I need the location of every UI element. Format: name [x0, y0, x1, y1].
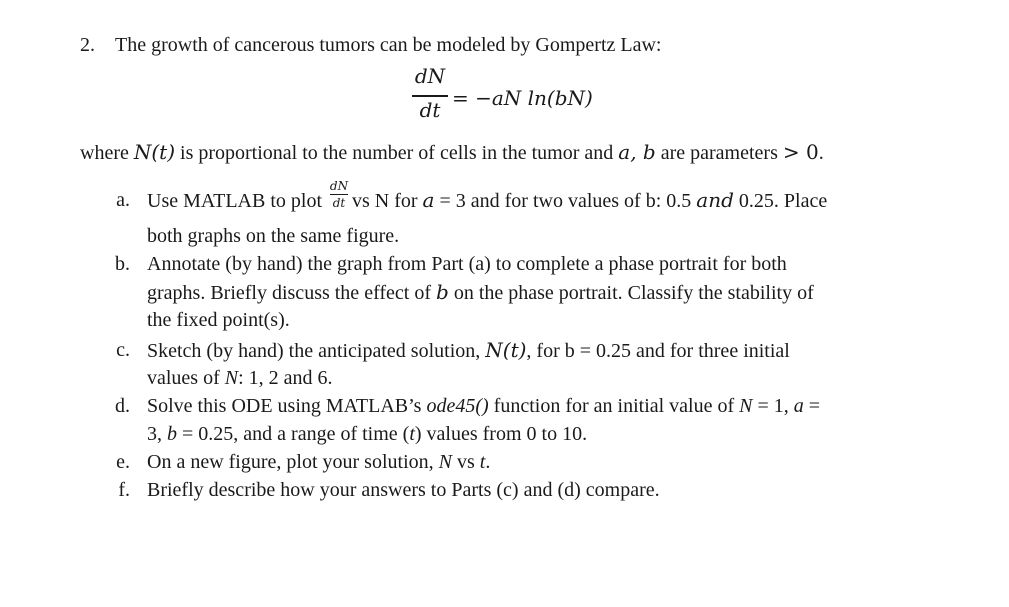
part-d-text-3: = 1, — [752, 395, 794, 417]
part-e-text-1: On a new figure, plot your solution, — [147, 451, 439, 473]
where-math-3: > 0 — [782, 140, 819, 164]
part-e-marker: e. — [116, 451, 130, 473]
part-e-italic-2: t — [479, 451, 486, 473]
part-b-text-1: graphs. Briefly discuss the effect of — [147, 282, 436, 304]
part-d-text-5: 3, — [147, 423, 167, 445]
part-d-text-1: Solve this ODE using MATLAB’s — [147, 395, 427, 417]
part-a-frac-num: dN — [329, 179, 349, 193]
part-a-text-2: vs N for — [352, 190, 423, 212]
part-f-line: Briefly describe how your answers to Parts (c) and (d) compare. — [147, 479, 660, 501]
part-b-math-1: b — [436, 280, 449, 304]
part-d-text-7: ) values from 0 to 10. — [414, 423, 588, 445]
part-d-italic-1: ode45() — [426, 395, 489, 417]
part-d-text-2: function for an initial value of — [488, 395, 740, 417]
part-a-text-1: Use MATLAB to plot — [147, 190, 327, 212]
part-e-italic-1: N — [438, 451, 452, 473]
part-c-line-1 — [147, 338, 790, 363]
part-a-inline-fraction — [329, 179, 349, 212]
fraction-bar — [412, 95, 448, 97]
part-c-text-1: Sketch (by hand) the anticipated solution, — [147, 340, 486, 362]
part-b-text-2: on the phase portrait. Classify the stability of — [448, 282, 814, 304]
part-c-math-1: N(t) — [485, 338, 527, 362]
part-c-marker: c. — [116, 339, 130, 361]
part-d-italic-2: N — [739, 395, 753, 417]
part-b-line-3: the fixed point(s). — [147, 309, 290, 331]
where-text-4: . — [818, 142, 824, 164]
part-a-line-2: both graphs on the same figure. — [147, 225, 400, 247]
part-d-italic-4: b — [167, 423, 177, 445]
part-c-text-2: , for b = 0.25 and for three initial — [526, 340, 790, 362]
equation-numerator: dN — [414, 64, 446, 88]
where-text-1: where — [80, 142, 134, 164]
where-math-2: a, b — [618, 140, 656, 164]
part-a-frac-den: dt — [332, 196, 346, 210]
part-c-italic-1: N — [224, 367, 239, 389]
where-math-1: N(t) — [133, 140, 176, 164]
where-text-3: are parameters — [655, 142, 783, 164]
part-d-text-6: = 0.25, and a range of time ( — [177, 423, 410, 445]
equation-denominator: dt — [419, 98, 441, 122]
part-a-marker: a. — [116, 189, 130, 211]
part-d-marker: d. — [115, 395, 130, 417]
part-d-text-4: = — [803, 395, 821, 417]
where-text-2: is proportional to the number of cells in the tumor and — [175, 142, 619, 164]
part-e-text-2: vs — [451, 451, 480, 473]
part-a-line-1 — [147, 179, 828, 213]
part-c-text-3: values of — [147, 367, 225, 389]
problem-intro: The growth of cancerous tumors can be modeled by Gompertz Law: — [115, 34, 662, 56]
equation-rhs: = −aN ln(bN) — [452, 86, 593, 110]
part-c-text-4: : 1, 2 and 6. — [238, 367, 333, 389]
problem-number: 2. — [80, 34, 95, 56]
part-a-math-1: a — [422, 188, 435, 212]
part-f-marker: f. — [118, 479, 130, 501]
part-a-math-2: and — [696, 188, 734, 212]
part-d-line-2 — [147, 422, 587, 446]
part-d-italic-3: a — [793, 395, 804, 417]
part-a-text-4: 0.25. Place — [733, 190, 828, 212]
part-e-text-3: . — [485, 451, 491, 473]
part-d-italic-5: t — [409, 423, 415, 445]
part-d-line-1 — [147, 394, 820, 418]
part-e-line — [147, 450, 490, 474]
part-b-line-1: Annotate (by hand) the graph from Part (a) to complete a phase portrait for both — [147, 253, 787, 275]
where-line — [80, 140, 824, 165]
part-b-marker: b. — [115, 253, 130, 275]
equation-fraction — [412, 64, 448, 126]
part-a-frac-bar — [330, 194, 348, 195]
part-b-line-2 — [147, 280, 814, 305]
part-c-line-2 — [147, 366, 333, 390]
part-a-text-3: = 3 and for two values of b: 0.5 — [434, 190, 697, 212]
